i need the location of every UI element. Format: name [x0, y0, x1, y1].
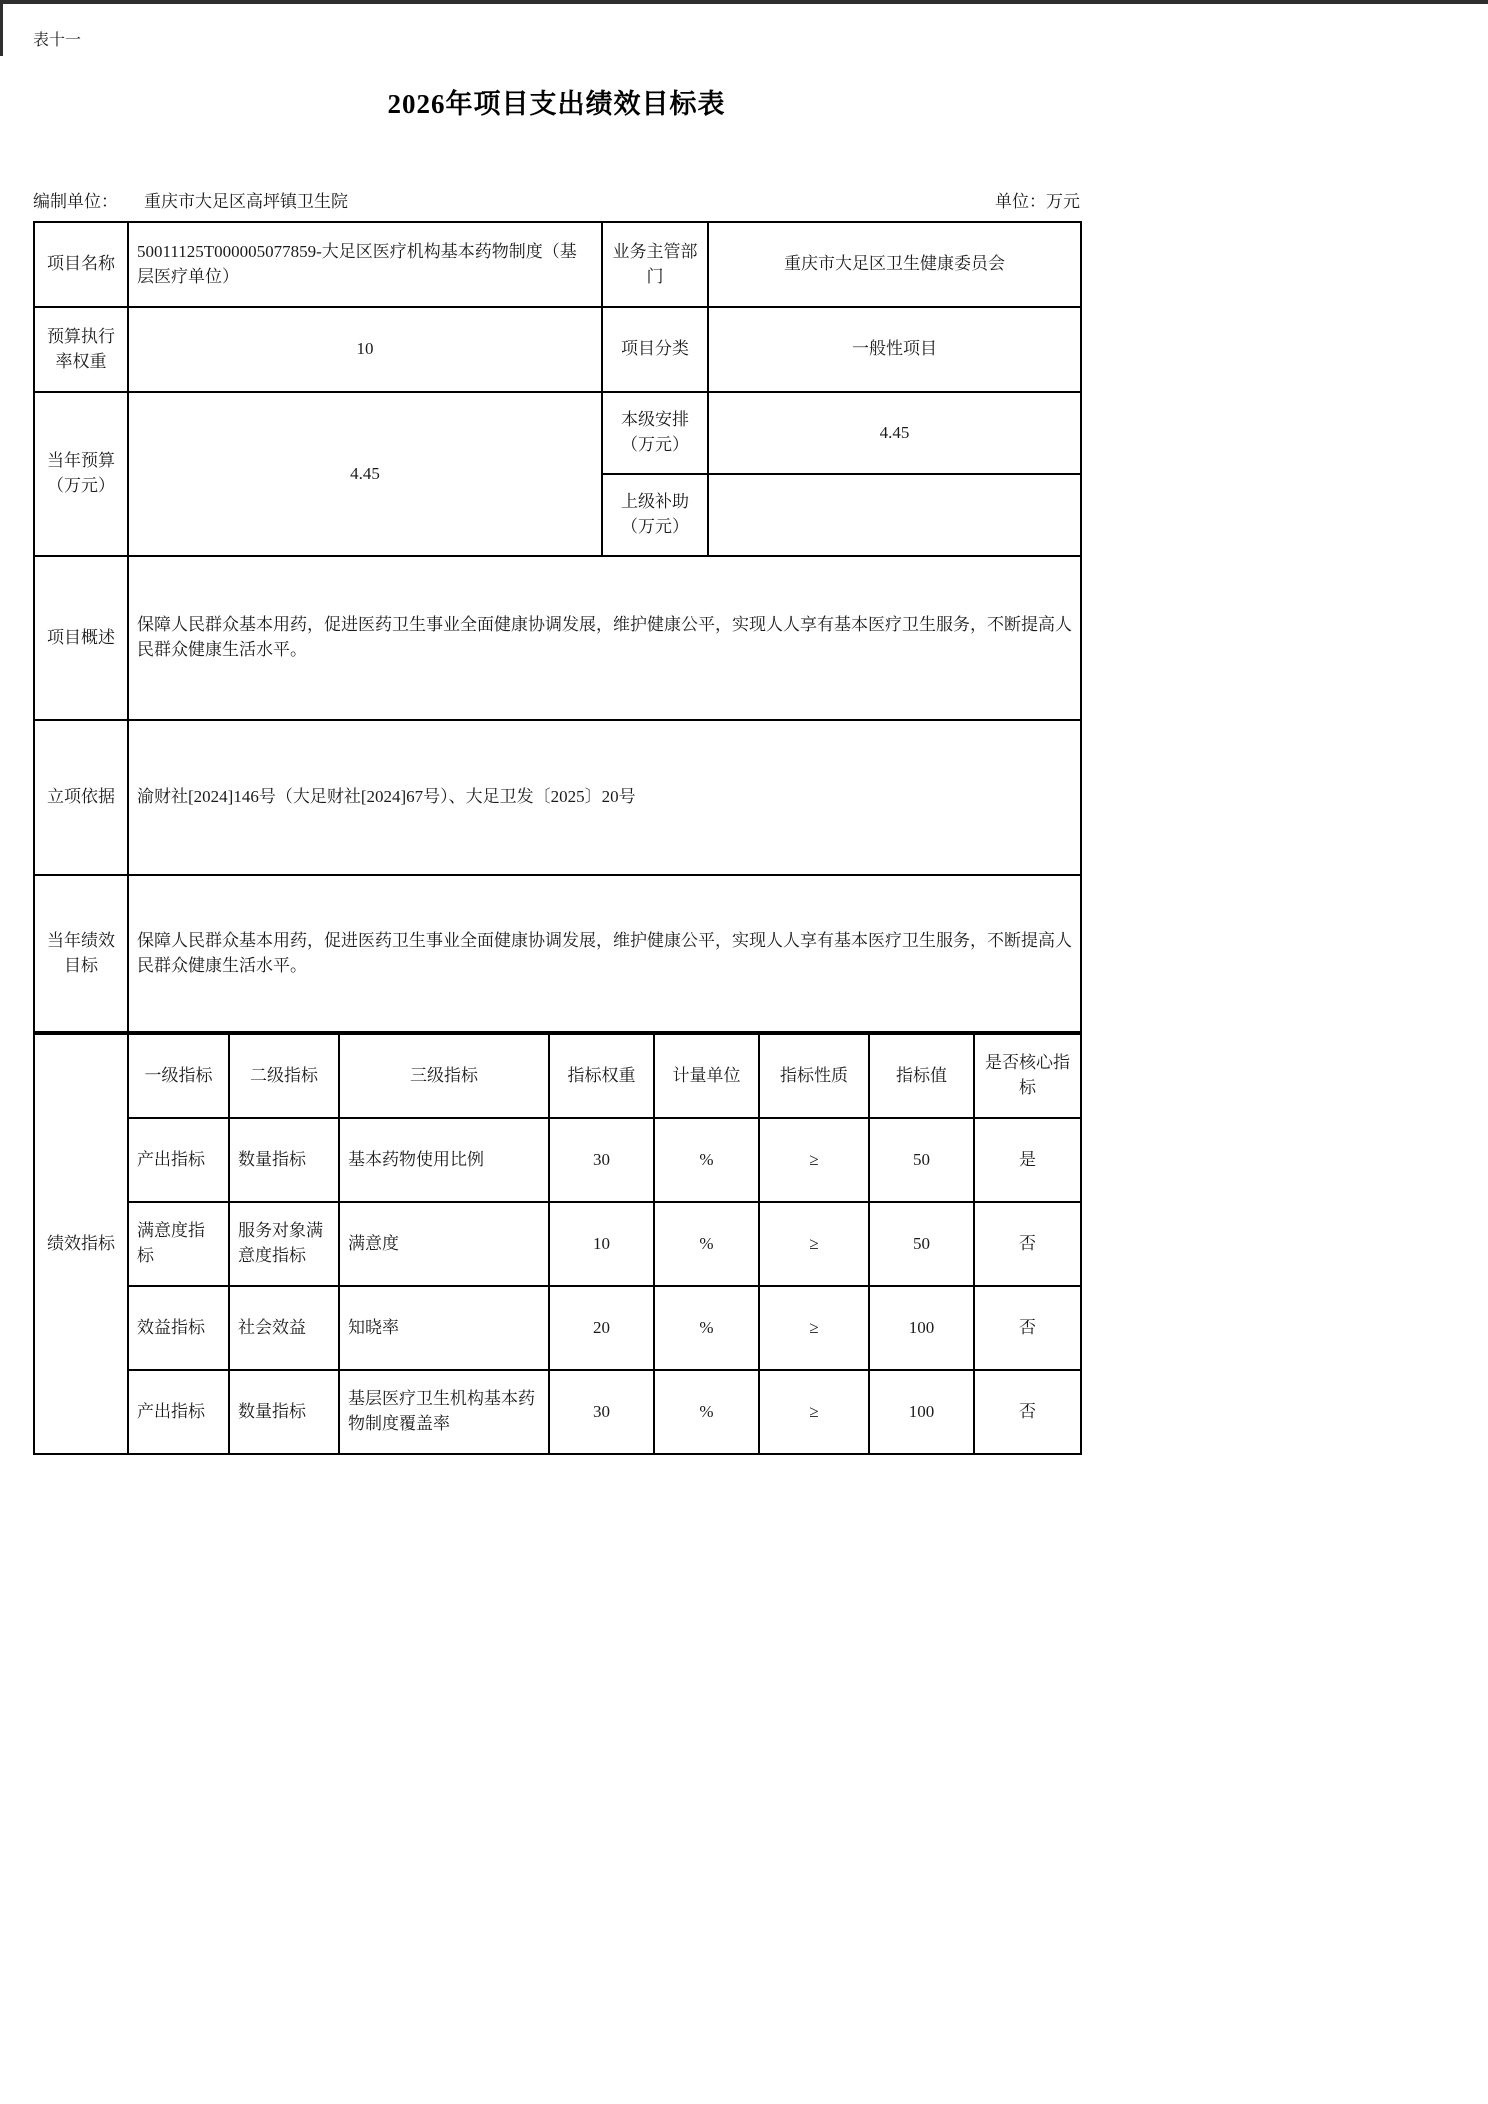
indicator-value: 50 — [869, 1202, 974, 1286]
indicator-nature: ≥ — [759, 1118, 869, 1202]
indicator-core: 否 — [974, 1370, 1081, 1454]
budget-rate-label: 预算执行率权重 — [34, 307, 128, 392]
superior-subsidy-label: 上级补助（万元） — [602, 474, 708, 556]
local-arrangement-label: 本级安排（万元） — [602, 392, 708, 474]
basis-value: 渝财社[2024]146号（大足财社[2024]67号）、大足卫发〔2025〕20号 — [128, 720, 1081, 875]
local-arrangement-value: 4.45 — [708, 392, 1081, 474]
col-header-level2: 二级指标 — [229, 1034, 339, 1118]
indicator-unit: % — [654, 1286, 759, 1370]
indicator-unit: % — [654, 1202, 759, 1286]
indicator-value: 100 — [869, 1370, 974, 1454]
indicator-level2: 社会效益 — [229, 1286, 339, 1370]
indicator-weight: 30 — [549, 1118, 654, 1202]
document-page — [33, 0, 1080, 1455]
project-info-table — [33, 221, 1082, 1033]
prepared-by — [33, 187, 348, 212]
form-number-tag: 表十一 — [33, 32, 82, 49]
indicator-row — [34, 1202, 1081, 1286]
table-row — [34, 556, 1081, 720]
year-budget-value: 4.45 — [128, 392, 602, 556]
category-label: 项目分类 — [602, 307, 708, 392]
indicator-row — [34, 1118, 1081, 1202]
indicator-header-row — [34, 1034, 1081, 1118]
dept-value: 重庆市大足区卫生健康委员会 — [708, 222, 1081, 307]
overview-value: 保障人民群众基本用药，促进医药卫生事业全面健康协调发展，维护健康公平，实现人人享有基本医疗卫生服务，不断提高人民群众健康生活水平。 — [128, 556, 1081, 720]
page-top-edge — [0, 0, 1488, 4]
indicator-core: 否 — [974, 1286, 1081, 1370]
table-row — [34, 392, 1081, 474]
year-budget-label: 当年预算（万元） — [34, 392, 128, 556]
overview-label: 项目概述 — [34, 556, 128, 720]
performance-indicator-table — [33, 1033, 1082, 1455]
col-header-core: 是否核心指标 — [974, 1034, 1081, 1118]
goal-value: 保障人民群众基本用药，促进医药卫生事业全面健康协调发展，维护健康公平，实现人人享有基本医疗卫生服务，不断提高人民群众健康生活水平。 — [128, 875, 1081, 1032]
indicator-level2: 数量指标 — [229, 1118, 339, 1202]
meta-row — [33, 187, 1080, 212]
indicator-row — [34, 1370, 1081, 1454]
indicator-core: 否 — [974, 1202, 1081, 1286]
col-header-nature: 指标性质 — [759, 1034, 869, 1118]
indicator-section-label: 绩效指标 — [34, 1034, 128, 1454]
indicator-value: 50 — [869, 1118, 974, 1202]
prepared-by-value: 重庆市大足区高坪镇卫生院 — [144, 192, 348, 211]
indicator-row — [34, 1286, 1081, 1370]
indicator-level3: 满意度 — [339, 1202, 549, 1286]
indicator-level1: 满意度指标 — [128, 1202, 229, 1286]
basis-label: 立项依据 — [34, 720, 128, 875]
goal-label: 当年绩效目标 — [34, 875, 128, 1032]
table-row — [34, 875, 1081, 1032]
indicator-level3: 基本药物使用比例 — [339, 1118, 549, 1202]
table-row — [34, 307, 1081, 392]
table-row — [34, 720, 1081, 875]
superior-subsidy-value — [708, 474, 1081, 556]
indicator-unit: % — [654, 1370, 759, 1454]
indicator-nature: ≥ — [759, 1286, 869, 1370]
project-name-value: 50011125T000005077859-大足区医疗机构基本药物制度（基层医疗单位） — [128, 222, 602, 307]
indicator-level3: 基层医疗卫生机构基本药物制度覆盖率 — [339, 1370, 549, 1454]
indicator-level1: 效益指标 — [128, 1286, 229, 1370]
col-header-level1: 一级指标 — [128, 1034, 229, 1118]
indicator-nature: ≥ — [759, 1370, 869, 1454]
indicator-core: 是 — [974, 1118, 1081, 1202]
col-header-value: 指标值 — [869, 1034, 974, 1118]
unit-note: 单位：万元 — [995, 192, 1080, 211]
category-value: 一般性项目 — [708, 307, 1081, 392]
indicator-weight: 10 — [549, 1202, 654, 1286]
indicator-level2: 数量指标 — [229, 1370, 339, 1454]
dept-label: 业务主管部门 — [602, 222, 708, 307]
indicator-value: 100 — [869, 1286, 974, 1370]
indicator-level3: 知晓率 — [339, 1286, 549, 1370]
indicator-weight: 30 — [549, 1370, 654, 1454]
budget-rate-value: 10 — [128, 307, 602, 392]
indicator-level2: 服务对象满意度指标 — [229, 1202, 339, 1286]
indicator-unit: % — [654, 1118, 759, 1202]
table-row — [34, 222, 1081, 307]
indicator-nature: ≥ — [759, 1202, 869, 1286]
indicator-level1: 产出指标 — [128, 1370, 229, 1454]
project-name-label: 项目名称 — [34, 222, 128, 307]
page-title: 2026年项目支出绩效目标表 — [387, 89, 726, 119]
col-header-unit: 计量单位 — [654, 1034, 759, 1118]
page-left-edge — [0, 0, 3, 56]
indicator-weight: 20 — [549, 1286, 654, 1370]
prepared-by-label: 编制单位： — [33, 192, 118, 211]
col-header-weight: 指标权重 — [549, 1034, 654, 1118]
indicator-level1: 产出指标 — [128, 1118, 229, 1202]
col-header-level3: 三级指标 — [339, 1034, 549, 1118]
